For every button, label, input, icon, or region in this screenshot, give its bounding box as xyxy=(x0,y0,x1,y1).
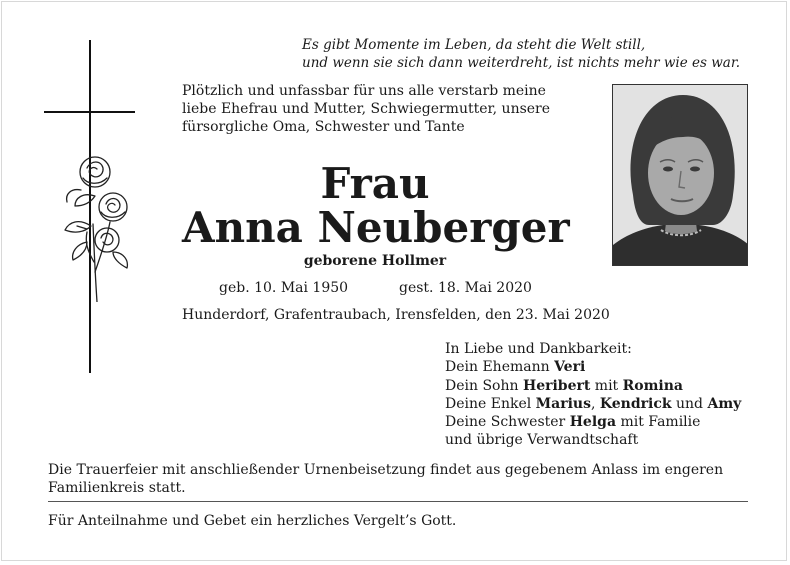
opening-quote xyxy=(302,36,752,72)
sister-family: mit Familie xyxy=(616,414,701,431)
mourners-list xyxy=(445,340,765,450)
obituary-notice xyxy=(1,1,787,561)
divider xyxy=(48,501,748,502)
mourner-sister xyxy=(445,413,765,431)
son-label: Dein Sohn xyxy=(445,377,523,394)
portrait-photo xyxy=(612,84,748,266)
maiden-name: geborene Hollmer xyxy=(303,253,447,269)
sister-label: Deine Schwester xyxy=(445,414,570,431)
mourner-relatives: und übrige Verwandtschaft xyxy=(445,432,639,449)
son-with: mit xyxy=(590,377,623,394)
roses-icon xyxy=(57,152,137,302)
cross-bar xyxy=(44,111,135,113)
grandchild-separator: , xyxy=(591,395,600,412)
intro-line-1: Plötzlich und unfassbar für uns alle verstarb meine xyxy=(182,83,546,99)
quote-line-2: und wenn sie sich dann weiterdreht, ist nichts mehr wie es war. xyxy=(302,55,741,71)
husband-label: Dein Ehemann xyxy=(445,359,555,376)
intro-line-3: fürsorgliche Oma, Schwester und Tante xyxy=(182,119,465,135)
grandchildren-label: Deine Enkel xyxy=(445,395,536,412)
salutation: Frau xyxy=(320,159,430,208)
sister-name: Helga xyxy=(569,414,617,431)
grandchild-name-3: Amy xyxy=(707,395,742,412)
mourners-heading: In Liebe und Dankbarkeit: xyxy=(445,341,632,357)
quote-line-1: Es gibt Momente im Leben, da steht die Welt still, xyxy=(302,37,646,53)
service-notice: Die Trauerfeier mit anschließender Urnenbeisetzung findet aus gegebenem Anlass im engeren Familienkreis statt. xyxy=(48,462,724,496)
son-name: Heribert xyxy=(522,377,591,394)
deceased-name: Anna Neuberger xyxy=(182,203,570,252)
mourner-grandchildren xyxy=(445,395,765,413)
death-date: gest. 18. Mai 2020 xyxy=(399,280,532,296)
grandchild-name-2: Kendrick xyxy=(599,395,672,412)
thanks-line: Für Anteilnahme und Gebet ein herzliches Vergelt’s Gott. xyxy=(48,513,457,529)
mourner-son xyxy=(445,377,765,395)
place-and-date: Hunderdorf, Grafentraubach, Irensfelden, den 23. Mai 2020 xyxy=(182,307,610,323)
mourner-husband xyxy=(445,358,765,376)
intro-line-2: liebe Ehefrau und Mutter, Schwiegermutter, unsere xyxy=(182,101,551,117)
birth-date: geb. 10. Mai 1950 xyxy=(219,280,349,296)
son-partner-name: Romina xyxy=(622,377,683,394)
grandchild-name-1: Marius xyxy=(535,395,591,412)
intro-text xyxy=(182,82,602,136)
grandchild-and: und xyxy=(671,395,708,412)
husband-name: Veri xyxy=(554,359,586,376)
